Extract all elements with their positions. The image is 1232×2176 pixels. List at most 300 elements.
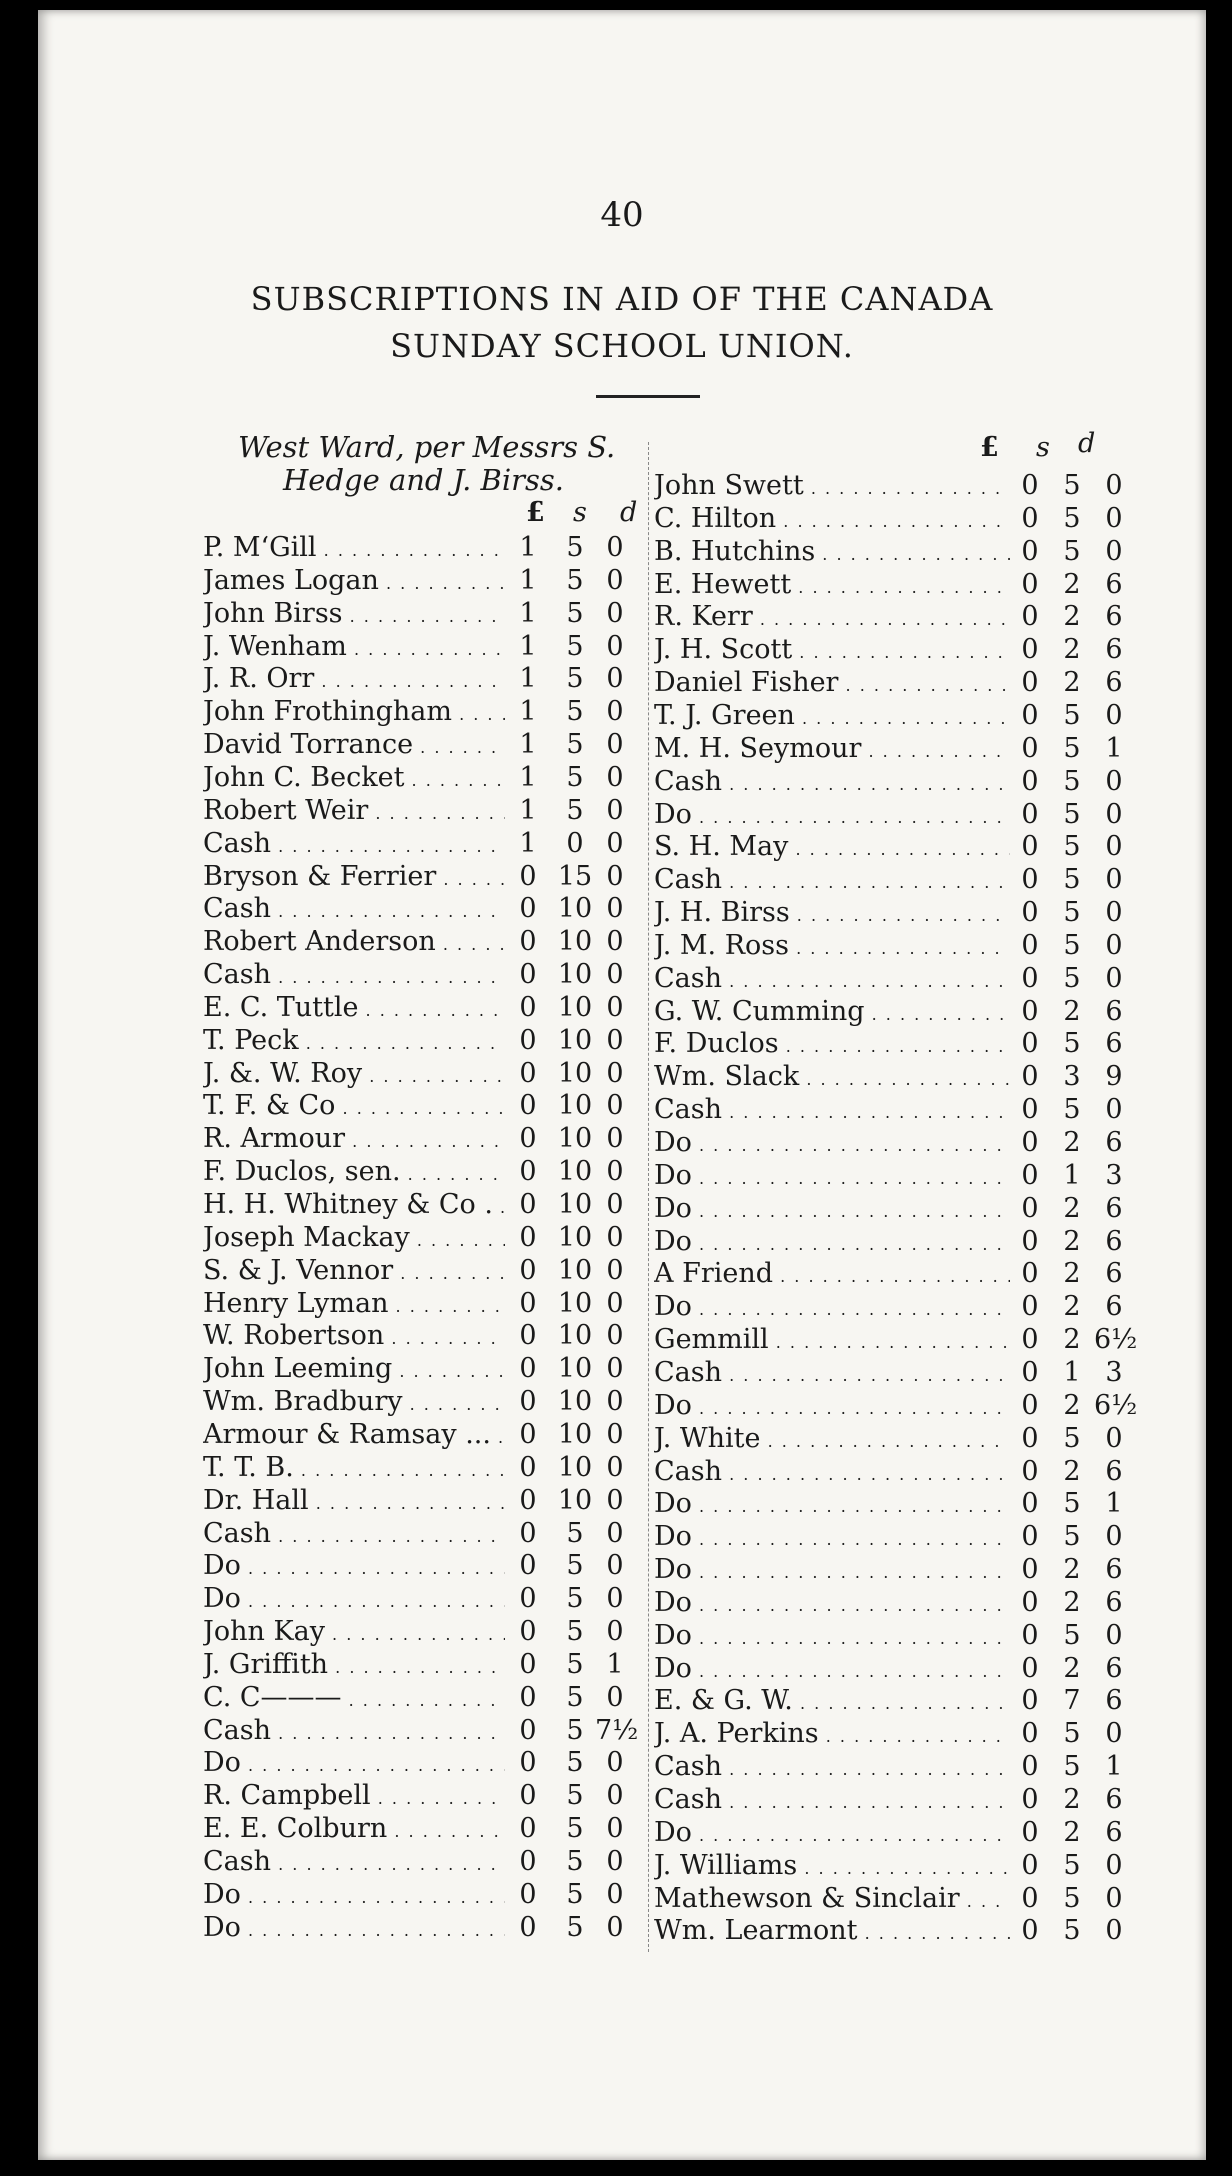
amount-pence: 0: [1105, 535, 1123, 567]
subscription-row: [203, 1123, 643, 1156]
subscriber-name: Cash . . .: [654, 766, 1010, 797]
amount-pounds: 0: [519, 1681, 537, 1713]
amount-pounds: 0: [1021, 1061, 1039, 1093]
amount-pence: 0: [606, 1550, 624, 1582]
amount-pence: 1: [1105, 1488, 1123, 1520]
subscription-row: [654, 897, 1134, 930]
amount-shillings: 10: [557, 1287, 593, 1319]
amount-shillings: 5: [566, 1714, 584, 1746]
subscription-row: [203, 795, 643, 828]
amount-pence: 6: [1105, 568, 1123, 600]
amount-pence: 0: [606, 1846, 624, 1877]
amount-shillings: 5: [1063, 1521, 1081, 1553]
amount-pence: 6: [1105, 634, 1123, 666]
amount-pounds: 0: [1021, 1192, 1039, 1224]
amount-pence: 0: [1105, 962, 1123, 994]
amount-pounds: 0: [1021, 1324, 1039, 1356]
amount-pounds: 0: [1021, 1028, 1039, 1060]
amount-shillings: 5: [566, 1550, 584, 1582]
amount-shillings: 5: [1063, 732, 1081, 764]
subscription-row: [654, 536, 1134, 569]
amount-shillings: 5: [1063, 1028, 1081, 1060]
amount-pence: 0: [1105, 798, 1123, 830]
subscription-row: [654, 1685, 1134, 1718]
subscriber-name: John Leeming . . .: [203, 1353, 505, 1384]
amount-pence: 0: [606, 991, 624, 1023]
subscriber-name: Do . . .: [654, 1587, 1010, 1618]
amount-shillings: 5: [1063, 1718, 1081, 1750]
amount-pounds: 0: [1021, 1685, 1039, 1717]
subscriber-name: John Frothingham . . .: [203, 696, 505, 727]
subscriber-name: Do . . .: [203, 1912, 505, 1943]
amount-pence: 0: [606, 794, 624, 826]
subscriber-name: Cash . . .: [654, 963, 1010, 994]
amount-pounds: 0: [519, 1550, 537, 1582]
amount-shillings: 2: [1063, 568, 1081, 600]
amount-pence: 0: [606, 1057, 624, 1089]
subscription-row: [654, 1718, 1134, 1751]
amount-shillings: 5: [566, 1780, 584, 1812]
amount-pounds: 0: [519, 1714, 537, 1746]
subscriber-name: J. H. Birss . . .: [654, 897, 1010, 928]
amount-pence: 0: [606, 1681, 624, 1713]
amount-pounds: 0: [1021, 1816, 1039, 1848]
subscriber-name: John Birss . . .: [203, 598, 505, 629]
subscription-row: [654, 1160, 1134, 1193]
amount-pence: 7½: [595, 1714, 639, 1746]
amount-pence: 6: [1105, 1258, 1123, 1290]
subscriber-name: J. M. Ross . . .: [654, 930, 1010, 961]
subscription-row: [654, 1817, 1134, 1850]
subscriber-name: Do . . .: [654, 1620, 1010, 1651]
amount-shillings: 5: [566, 532, 584, 563]
amount-pounds: 0: [1021, 1751, 1039, 1783]
subscription-row: [654, 1324, 1138, 1357]
subscriber-name: J. R. Orr . . .: [203, 663, 505, 694]
subscription-row: [203, 1715, 643, 1748]
amount-shillings: 5: [566, 1616, 584, 1648]
amount-pence: 0: [1105, 1422, 1123, 1454]
amount-pounds: 0: [1021, 699, 1039, 731]
subscription-row: [203, 1912, 643, 1945]
amount-pounds: 0: [519, 1780, 537, 1812]
subscriber-name: R. Armour . . .: [203, 1123, 505, 1154]
subscription-row: [654, 1028, 1134, 1061]
amount-shillings: 2: [1063, 667, 1081, 699]
amount-pounds: 0: [519, 1386, 537, 1418]
subscriber-name: J. &. W. Roy . . .: [203, 1058, 505, 1089]
subscriber-name: Robert Weir . . .: [203, 795, 505, 826]
subscriber-name: Gemmill . . .: [654, 1324, 1010, 1355]
amount-pounds: 0: [519, 926, 537, 958]
amount-pence: 0: [1105, 1619, 1123, 1651]
amount-pence: 0: [1105, 1849, 1123, 1881]
amount-pounds: 0: [1021, 995, 1039, 1027]
subscriber-name: Do . . .: [654, 1817, 1010, 1848]
subscription-row: [654, 1883, 1134, 1916]
subscription-row: [654, 1915, 1134, 1948]
right-header-pence: d: [1078, 428, 1096, 459]
amount-shillings: 5: [566, 1517, 584, 1549]
amount-shillings: 5: [566, 1911, 584, 1943]
amount-pence: 6½: [1094, 1324, 1138, 1356]
amount-pence: 1: [606, 1648, 624, 1680]
amount-pence: 0: [1105, 864, 1123, 896]
amount-pence: 0: [1105, 470, 1123, 501]
amount-pence: 0: [1105, 929, 1123, 961]
amount-pounds: 0: [1021, 732, 1039, 764]
amount-pence: 0: [606, 1287, 624, 1319]
amount-shillings: 5: [566, 630, 584, 662]
subscriber-name: M. H. Seymour . . .: [654, 733, 1010, 764]
amount-pence: 0: [606, 1221, 624, 1253]
amount-shillings: 10: [557, 1057, 593, 1089]
amount-pence: 0: [606, 1813, 624, 1845]
subscription-row: [654, 634, 1134, 667]
amount-pounds: 0: [1021, 667, 1039, 699]
amount-pounds: 0: [519, 1353, 537, 1385]
subscriber-name: James Logan . . .: [203, 565, 505, 596]
amount-pence: 0: [606, 1616, 624, 1648]
amount-pounds: 0: [1021, 1159, 1039, 1191]
amount-pounds: 0: [1021, 1521, 1039, 1553]
amount-pounds: 0: [1021, 1389, 1039, 1421]
amount-shillings: 5: [1063, 502, 1081, 534]
amount-pounds: 0: [519, 991, 537, 1023]
subscription-row: [203, 1288, 643, 1321]
amount-pounds: 0: [1021, 962, 1039, 994]
amount-shillings: 5: [566, 696, 584, 728]
amount-pence: 0: [1105, 502, 1123, 534]
subscriber-name: Robert Anderson . . .: [203, 926, 505, 957]
subscriber-name: Cash . . .: [203, 1846, 505, 1877]
title-line-1: SUBSCRIPTIONS IN AID OF THE CANADA: [250, 280, 994, 318]
amount-shillings: 2: [1063, 1554, 1081, 1586]
subscriber-name: Do . . .: [203, 1879, 505, 1910]
amount-shillings: 5: [1063, 1488, 1081, 1520]
amount-shillings: 2: [1063, 1225, 1081, 1257]
subscriber-name: A Friend . . .: [654, 1258, 1010, 1289]
amount-pence: 6: [1105, 1225, 1123, 1257]
amount-pounds: 0: [519, 1517, 537, 1549]
subscriber-name: John Kay . . .: [203, 1616, 505, 1647]
amount-pence: 0: [1105, 1915, 1123, 1947]
amount-shillings: 5: [566, 761, 584, 793]
amount-pence: 0: [606, 1156, 624, 1188]
amount-pence: 6: [1105, 1192, 1123, 1224]
subscriber-name: Do . . .: [654, 1390, 1010, 1421]
amount-pence: 0: [606, 761, 624, 793]
subscriber-name: John Swett . . .: [654, 470, 1010, 501]
subscriber-name: Wm. Learmont . . .: [654, 1915, 1010, 1946]
amount-pounds: 0: [519, 1418, 537, 1450]
amount-pounds: 1: [519, 630, 537, 662]
amount-shillings: 2: [1063, 1816, 1081, 1848]
amount-pence: 0: [1105, 1521, 1123, 1553]
amount-pounds: 0: [1021, 1652, 1039, 1684]
amount-pence: 0: [606, 1123, 624, 1155]
amount-pence: 0: [606, 1517, 624, 1549]
subscriber-name: S. H. May . . .: [654, 831, 1010, 862]
subscription-row: [654, 930, 1134, 963]
subscription-row: [654, 996, 1134, 1029]
amount-pounds: 0: [1021, 1915, 1039, 1947]
amount-shillings: 10: [557, 1090, 593, 1122]
subscription-row: [654, 1258, 1134, 1291]
amount-shillings: 5: [566, 1681, 584, 1713]
amount-shillings: 5: [1063, 1422, 1081, 1454]
subscription-row: [203, 1682, 643, 1715]
amount-shillings: 5: [1063, 1619, 1081, 1651]
subscription-row: [203, 663, 643, 696]
subscription-row: [203, 1485, 643, 1518]
amount-shillings: 10: [557, 1484, 593, 1516]
subscription-row: [654, 470, 1134, 503]
amount-pounds: 0: [519, 1484, 537, 1516]
subscription-row: [654, 963, 1134, 996]
amount-pence: 1: [1105, 1751, 1123, 1783]
amount-pence: 0: [606, 729, 624, 761]
subscriber-name: Do . . .: [654, 1521, 1010, 1552]
amount-shillings: 5: [566, 1813, 584, 1845]
amount-shillings: 10: [557, 1254, 593, 1286]
subscriber-name: Wm. Bradbury . . .: [203, 1386, 505, 1417]
subscriber-name: John C. Becket . . .: [203, 762, 505, 793]
amount-pounds: 0: [1021, 1784, 1039, 1815]
amount-shillings: 5: [1063, 1849, 1081, 1881]
subscription-row: [203, 1386, 643, 1419]
amount-pounds: 0: [519, 1057, 537, 1089]
subscriber-name: T. Peck . . .: [203, 1025, 505, 1056]
amount-pounds: 0: [1021, 568, 1039, 600]
subscriber-name: G. W. Cumming . . .: [654, 996, 1010, 1027]
amount-shillings: 7: [1063, 1685, 1081, 1717]
amount-shillings: 2: [1063, 1455, 1081, 1487]
amount-pence: 3: [1105, 1159, 1123, 1191]
amount-pence: 0: [606, 1747, 624, 1779]
subscription-row: [203, 926, 643, 959]
amount-shillings: 2: [1063, 1324, 1081, 1356]
subscriber-name: C. C——— . . .: [203, 1682, 505, 1713]
subscription-row: [654, 1389, 1138, 1423]
amount-pence: 0: [606, 1353, 624, 1385]
amount-pounds: 0: [519, 1320, 537, 1352]
amount-shillings: 5: [566, 1878, 584, 1910]
subscription-row: [203, 1780, 643, 1813]
column-divider: [648, 442, 650, 1952]
right-header-pounds: £: [980, 432, 999, 463]
subscription-row: [654, 1850, 1134, 1883]
amount-pounds: 0: [519, 1221, 537, 1253]
subscription-row: [203, 1419, 643, 1452]
amount-shillings: 5: [566, 1747, 584, 1779]
subscriber-name: Cash . . .: [654, 1357, 1010, 1388]
subscription-row: [203, 861, 643, 894]
subscription-row: [203, 1452, 643, 1485]
subscription-row: [654, 700, 1134, 733]
amount-shillings: 5: [1063, 962, 1081, 994]
amount-shillings: 5: [1063, 699, 1081, 731]
subscriber-name: Armour & Ramsay ... . . .: [203, 1419, 505, 1450]
subscription-row: [203, 598, 643, 631]
subscription-row: [654, 1061, 1134, 1094]
amount-shillings: 10: [557, 959, 593, 991]
amount-pounds: 0: [1021, 831, 1039, 863]
subscriber-name: Do . . .: [654, 1291, 1010, 1322]
amount-pounds: 0: [1021, 798, 1039, 830]
subscription-row: [203, 1583, 643, 1616]
subscription-row: [654, 1620, 1134, 1653]
amount-pounds: 0: [1021, 1619, 1039, 1651]
subscriber-name: Cash . . .: [654, 1784, 1010, 1815]
subscriber-name: Do . . .: [203, 1550, 505, 1581]
subscriber-name: Joseph Mackay . . .: [203, 1222, 505, 1253]
amount-pence: 6½: [1094, 1389, 1138, 1421]
subscription-row: [654, 1423, 1134, 1456]
amount-pence: 9: [1105, 1061, 1123, 1093]
amount-pounds: 0: [519, 1648, 537, 1680]
amount-shillings: 10: [557, 1024, 593, 1056]
subscription-row: [203, 1058, 643, 1091]
amount-pounds: 0: [1021, 470, 1039, 501]
amount-shillings: 10: [557, 1386, 593, 1418]
amount-shillings: 5: [1063, 798, 1081, 830]
amount-shillings: 5: [1063, 1882, 1081, 1914]
amount-pence: 0: [606, 1024, 624, 1056]
subscriber-name: Wm. Slack . . .: [654, 1061, 1010, 1092]
subscription-row: [203, 1353, 643, 1386]
subscription-row: [654, 1554, 1134, 1587]
amount-pounds: 0: [1021, 1849, 1039, 1881]
amount-pence: 0: [606, 827, 624, 859]
subscriber-name: Cash . . .: [203, 828, 505, 859]
amount-pence: 0: [606, 1484, 624, 1516]
subscriber-name: E. E. Colburn . . .: [203, 1813, 505, 1844]
amount-shillings: 5: [566, 1583, 584, 1615]
amount-shillings: 2: [1063, 1127, 1081, 1158]
amount-pounds: 1: [519, 761, 537, 793]
subscriber-name: E. Hewett . . .: [654, 569, 1010, 600]
amount-pence: 6: [1105, 1784, 1123, 1815]
subscription-row: [654, 1094, 1134, 1127]
subscription-row: [203, 1846, 643, 1879]
subscription-row: [654, 733, 1134, 766]
subscriber-name: B. Hutchins . . .: [654, 536, 1010, 567]
amount-shillings: 2: [1063, 1389, 1081, 1421]
amount-pounds: 0: [1021, 1225, 1039, 1257]
amount-pence: 0: [1105, 897, 1123, 929]
amount-pence: 0: [606, 696, 624, 728]
amount-pounds: 0: [1021, 1882, 1039, 1914]
subscription-row: [654, 503, 1134, 536]
subscription-row: [203, 1879, 643, 1912]
amount-shillings: 5: [1063, 864, 1081, 896]
amount-shillings: 2: [1063, 1586, 1081, 1618]
amount-shillings: 10: [557, 1123, 593, 1155]
amount-shillings: 1: [1063, 1159, 1081, 1191]
amount-pounds: 0: [519, 1123, 537, 1155]
amount-pence: 6: [1105, 1127, 1123, 1158]
amount-pounds: 0: [1021, 864, 1039, 896]
amount-pence: 0: [606, 1189, 624, 1220]
subscriber-name: C. Hilton . . .: [654, 503, 1010, 534]
amount-pence: 0: [1105, 1094, 1123, 1126]
amount-shillings: 2: [1063, 1784, 1081, 1815]
amount-pence: 6: [1105, 1652, 1123, 1684]
amount-pounds: 0: [1021, 1554, 1039, 1586]
subscriber-name: F. Duclos . . .: [654, 1028, 1010, 1059]
page-number: 40: [600, 195, 644, 235]
subscriber-name: J. H. Scott . . .: [654, 634, 1010, 665]
amount-pence: 0: [606, 597, 624, 629]
amount-pounds: 0: [519, 1254, 537, 1286]
amount-pounds: 1: [519, 696, 537, 728]
amount-shillings: 2: [1063, 1192, 1081, 1224]
subscription-row: [203, 1518, 643, 1551]
amount-pounds: 1: [519, 827, 537, 859]
amount-pence: 0: [606, 663, 624, 695]
amount-pence: 6: [1105, 1685, 1123, 1717]
subscriber-name: P. M‘Gill . . .: [203, 532, 505, 563]
subscription-row: [203, 959, 643, 992]
amount-pence: 6: [1105, 995, 1123, 1027]
amount-pounds: 0: [1021, 634, 1039, 666]
amount-pence: 0: [1105, 1882, 1123, 1914]
amount-pounds: 1: [519, 597, 537, 629]
subscription-row: [654, 1226, 1134, 1259]
amount-pence: 0: [606, 1254, 624, 1286]
subscriber-name: Henry Lyman . . .: [203, 1288, 505, 1319]
subscription-row: [203, 828, 643, 861]
subscription-row: [654, 799, 1134, 832]
subscriber-name: R. Kerr . . .: [654, 601, 1010, 632]
amount-pounds: 0: [519, 1616, 537, 1648]
amount-pounds: 0: [1021, 1094, 1039, 1126]
amount-pence: 0: [1105, 831, 1123, 863]
subscription-row: [654, 569, 1134, 602]
subscriber-name: J. Williams . . .: [654, 1850, 1010, 1881]
amount-pounds: 0: [1021, 601, 1039, 633]
subscriber-name: J. Wenham . . .: [203, 631, 505, 662]
subscription-row: [203, 1813, 643, 1846]
amount-shillings: 5: [1063, 831, 1081, 863]
amount-pence: 0: [606, 1320, 624, 1352]
amount-shillings: 5: [1063, 897, 1081, 929]
subscription-row: [203, 1156, 643, 1189]
amount-pounds: 0: [519, 1583, 537, 1615]
amount-pounds: 0: [1021, 1718, 1039, 1750]
amount-shillings: 10: [557, 926, 593, 958]
amount-shillings: 5: [1063, 1915, 1081, 1947]
amount-pounds: 0: [519, 1846, 537, 1877]
subscriber-name: J. White . . .: [654, 1423, 1010, 1454]
amount-pounds: 0: [519, 1878, 537, 1910]
amount-shillings: 5: [566, 597, 584, 629]
amount-pence: 6: [1105, 1291, 1123, 1323]
amount-pounds: 0: [519, 1287, 537, 1319]
subscription-row: [654, 1456, 1134, 1489]
amount-shillings: 2: [1063, 1652, 1081, 1684]
subscriber-name: Do . . .: [654, 1226, 1010, 1257]
subscription-row: [654, 601, 1134, 634]
subscription-row: [654, 1127, 1134, 1160]
amount-pence: 3: [1105, 1356, 1123, 1388]
subscription-row: [203, 1550, 643, 1583]
amount-shillings: 5: [1063, 765, 1081, 797]
amount-pence: 6: [1105, 667, 1123, 699]
subscription-row: [654, 1488, 1134, 1521]
amount-shillings: 0: [566, 827, 584, 859]
